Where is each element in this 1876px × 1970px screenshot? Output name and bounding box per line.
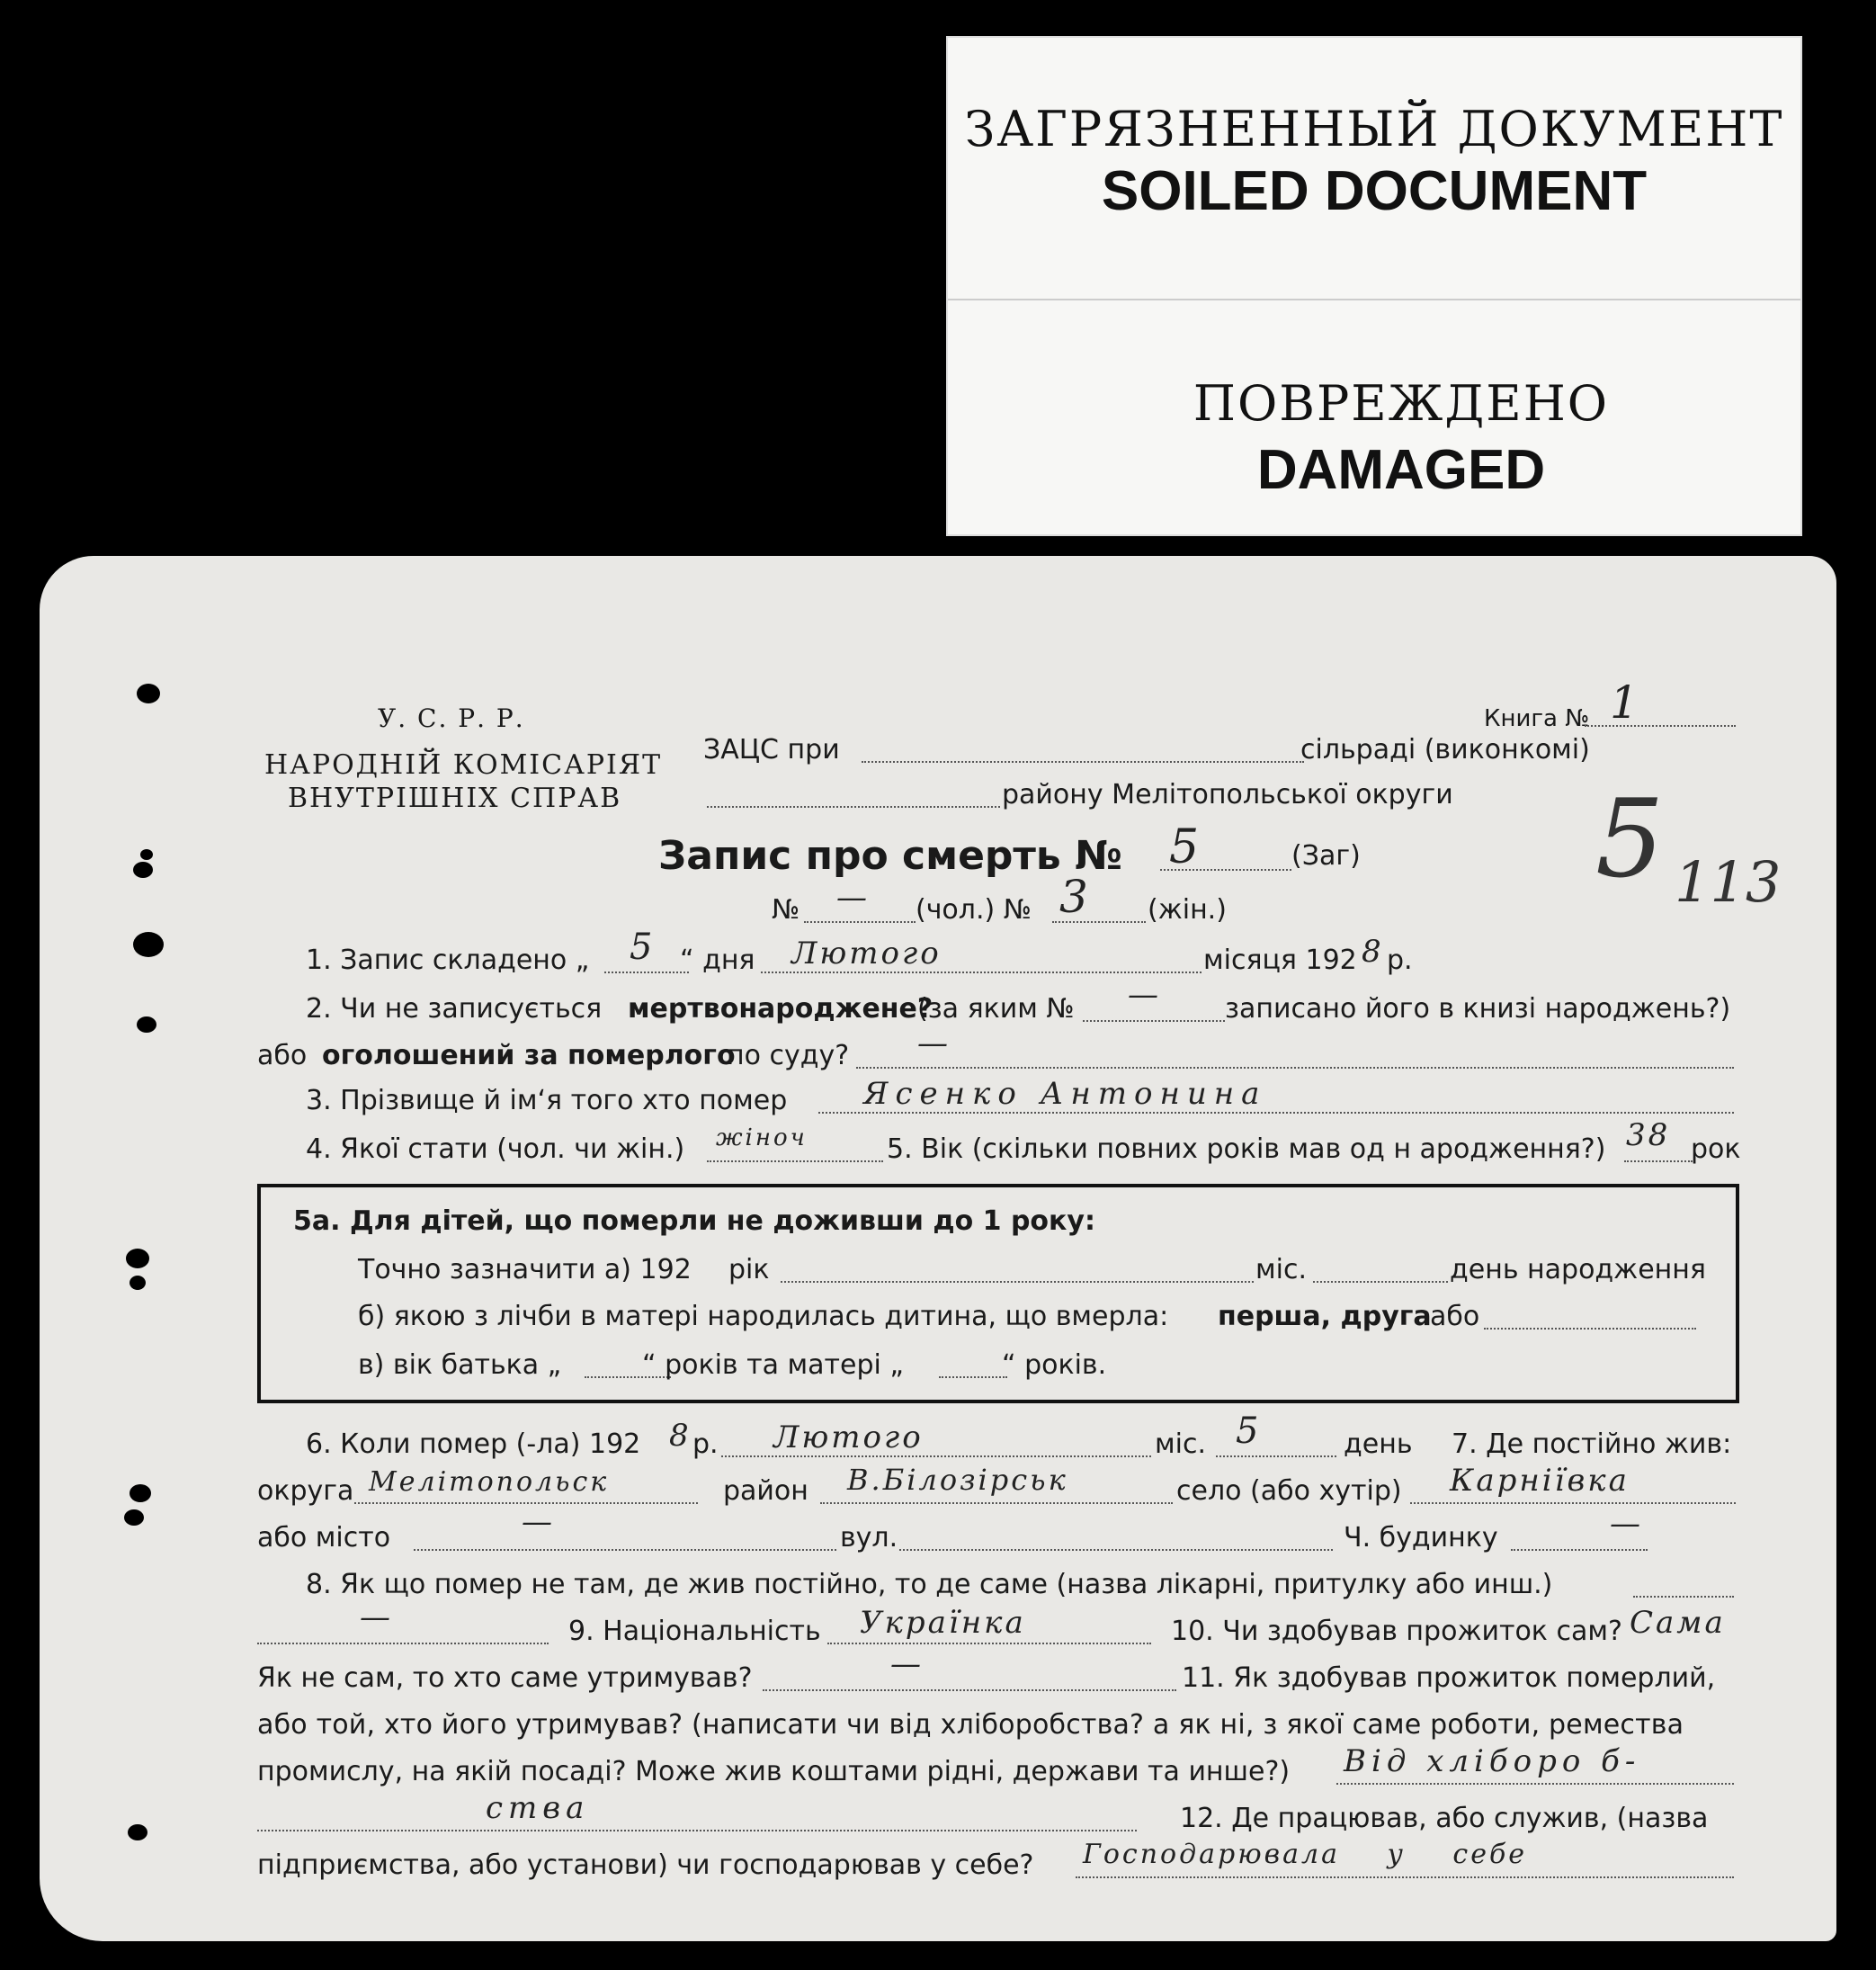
item-5-label-b: рок <box>1691 1133 1741 1165</box>
female-label: (жін.) <box>1148 894 1227 926</box>
item-1-day-line <box>604 972 689 973</box>
item-2-label-b: (за яким № <box>917 993 1075 1025</box>
item-7-vul-label: вул. <box>840 1522 898 1554</box>
item-7-okruga: Мелітопольск <box>369 1466 610 1498</box>
commissariat-heading-2: ВНУТРІШНІХ СПРАВ <box>288 783 622 814</box>
item-1-label-d: р. <box>1387 945 1413 976</box>
item-6-day-line <box>1216 1455 1336 1457</box>
item-1-label-c: місяця 192 <box>1203 945 1357 976</box>
item-6-year: 8 <box>669 1418 692 1454</box>
record-title: Запис про смерть № <box>658 833 1122 879</box>
male-number: — <box>836 880 870 916</box>
item-6-label: 6. Коли помер (-ла) 192 <box>306 1428 641 1460</box>
item-8-line <box>1633 1596 1734 1598</box>
item-1-month-line <box>761 972 1202 973</box>
general-suffix: (Заг) <box>1291 840 1361 872</box>
item-11-value-cont: ства <box>486 1790 590 1826</box>
archive-label-card <box>946 36 1802 536</box>
book-number: 1 <box>1610 676 1641 729</box>
item-3-line <box>818 1112 1734 1114</box>
item-6-month-label: міс. <box>1155 1428 1206 1460</box>
district-text: району Мелітопольської округи <box>1002 779 1453 810</box>
item-2-label-e: по суду? <box>727 1040 850 1071</box>
female-number: 3 <box>1059 871 1091 923</box>
item-6-day: 5 <box>1236 1410 1262 1452</box>
item-5a-title: 5а. Для дітей, що померли не доживши до 1 року: <box>293 1205 1095 1237</box>
item-5a-mother-line <box>939 1376 1007 1378</box>
male-line <box>804 921 916 923</box>
zags-suffix: сільраді (виконкомі) <box>1300 734 1590 766</box>
punch-hole <box>124 1509 144 1526</box>
item-7-label: 7. Де постійно жив: <box>1452 1428 1732 1460</box>
item-9-line <box>827 1643 1151 1644</box>
item-1-year: 8 <box>1362 934 1384 970</box>
item-11-label: 11. Як здобував прожиток померлий, <box>1182 1662 1716 1694</box>
item-2-court-value: — <box>917 1025 951 1061</box>
zags-prefix: ЗАЦС при <box>703 734 840 766</box>
item-5-line <box>1624 1160 1693 1162</box>
item-9-value: Українка <box>860 1605 1026 1641</box>
item-10-label-b: Як не сам, то хто саме утримував? <box>257 1662 753 1694</box>
item-5a-order: перша, друга <box>1218 1301 1432 1332</box>
damaged-label-ru: ПОВРЕЖДЕНО <box>1193 375 1610 432</box>
item-6-month: Лютого <box>773 1419 924 1455</box>
zags-line <box>862 761 1304 763</box>
item-11-label-b: або той, хто його утримував? (написати чи від хліборобства? а як ні, з якої саме роботи, ремества <box>257 1709 1684 1741</box>
punch-hole <box>140 849 153 860</box>
punch-hole <box>137 1016 156 1033</box>
punch-hole <box>133 862 153 878</box>
record-number: 5 <box>1169 820 1202 874</box>
item-5a-line1: Точно зазначити а) 192 <box>358 1254 692 1285</box>
item-5a-birth-label: день народження <box>1450 1254 1706 1285</box>
punch-hole <box>133 932 164 957</box>
punch-hole <box>137 684 160 703</box>
item-2-declared-dead: оголошений за померлого <box>322 1040 736 1071</box>
item-12-value: Господарювала у себе <box>1083 1839 1528 1870</box>
item-11-value: Від хліборо б- <box>1344 1743 1641 1779</box>
item-4-value: жіноч <box>716 1124 808 1151</box>
item-5a-month-line <box>1313 1281 1448 1283</box>
item-6-label-b: р. <box>692 1428 719 1460</box>
item-5a-line2: б) якою з лічби в матері народилась дитина, що вмерла: <box>358 1301 1169 1332</box>
item-3-label: 3. Прізвище й ім‘я того хто помер <box>306 1085 788 1116</box>
item-5a-year-line <box>781 1281 1254 1283</box>
item-12-label-b: підприємства, або установи) чи господарював у себе? <box>257 1849 1034 1881</box>
item-2-label-c: записано його в книзі народжень?) <box>1225 993 1731 1025</box>
item-2-stillborn: мертвонароджене? <box>628 993 934 1025</box>
item-11-label-c: промислу, на якій посаді? Може жив коштами рідні, держави та инше?) <box>257 1756 1291 1787</box>
item-2-line <box>1083 1020 1225 1022</box>
item-7-selo: Карніївка <box>1450 1463 1630 1499</box>
item-10-label: 10. Чи здобував прожиток сам? <box>1171 1616 1622 1647</box>
punch-hole <box>130 1276 146 1290</box>
item-10-value-2: — <box>890 1646 924 1682</box>
item-1-label: 1. Запис складено „ <box>306 945 590 976</box>
item-11-line <box>1336 1783 1734 1785</box>
item-7-rayon: В.Білозірськ <box>847 1463 1068 1497</box>
male-no-sign: № <box>772 894 800 926</box>
item-6-day-label: день <box>1344 1428 1413 1460</box>
book-label: Книга № <box>1484 705 1590 732</box>
item-3-name: Ясенко Антонина <box>863 1076 1267 1112</box>
ussr-heading: У. С. Р. Р. <box>378 703 525 733</box>
district-line <box>707 806 1000 808</box>
margin-number: 5 <box>1595 777 1665 902</box>
item-2-label: 2. Чи не записується <box>306 993 603 1025</box>
item-7-vul-line <box>899 1549 1333 1551</box>
item-10-line <box>763 1689 1176 1691</box>
item-7-rayon-line <box>820 1502 1173 1504</box>
item-6-month-line <box>721 1455 1151 1457</box>
item-7-misto: — <box>522 1504 555 1540</box>
label-divider <box>948 299 1800 300</box>
item-2-court-line <box>856 1067 1734 1069</box>
item-11-line-2 <box>257 1830 1137 1831</box>
item-4-line <box>707 1160 883 1162</box>
book-number-line <box>1585 725 1736 727</box>
item-12-label: 12. Де працював, або служив, (назва <box>1180 1803 1709 1834</box>
item-7-selo-label: село (або хутір) <box>1176 1475 1402 1507</box>
item-10-value: Сама <box>1630 1605 1726 1641</box>
item-1-day: 5 <box>630 927 656 968</box>
item-5a-line2-b: або <box>1430 1301 1480 1332</box>
item-7-selo-line <box>1410 1502 1736 1504</box>
punch-hole <box>128 1824 147 1840</box>
item-7-rayon-label: район <box>723 1475 808 1507</box>
item-1-month: Лютого <box>791 936 942 972</box>
soiled-label-ru: ЗАГРЯЗНЕННЫЙ ДОКУМЕНТ <box>964 101 1784 157</box>
item-5-value: 38 <box>1626 1117 1671 1153</box>
margin-subnumber: 113 <box>1675 849 1782 915</box>
item-7-bud-line <box>1511 1549 1648 1551</box>
item-2-label-d: або <box>257 1040 308 1071</box>
item-5a-line3: в) вік батька „ <box>358 1349 562 1381</box>
punch-hole <box>126 1249 149 1268</box>
item-8-line-2 <box>257 1643 549 1644</box>
item-8-label: 8. Як що помер не там, де жив постійно, то де саме (назва лікарні, притулку або инш.) <box>306 1569 1553 1600</box>
male-label: (чол.) № <box>916 894 1032 926</box>
item-5a-month-label: міс. <box>1255 1254 1307 1285</box>
item-5a-line3-b: “ років та матері „ <box>642 1349 904 1381</box>
item-5a-order-line <box>1484 1328 1696 1330</box>
item-8-value: — <box>360 1599 393 1635</box>
item-9-label: 9. Національність <box>568 1616 821 1647</box>
punch-hole <box>130 1484 151 1502</box>
item-7-misto-line <box>414 1549 836 1551</box>
item-5-label: 5. Вік (скільки повних років мав од н ародження?) <box>887 1133 1606 1165</box>
item-12-line <box>1076 1876 1734 1878</box>
item-2-value: — <box>1128 977 1161 1013</box>
item-7-okruga-label: округа <box>257 1475 354 1507</box>
item-4-label: 4. Якої стати (чол. чи жін.) <box>306 1133 685 1165</box>
soiled-label-en: SOILED DOCUMENT <box>1101 160 1648 222</box>
commissariat-heading: НАРОДНІЙ КОМІСАРІЯТ <box>264 749 663 781</box>
record-number-line <box>1160 869 1291 871</box>
item-5a-year-label: рік <box>728 1254 770 1285</box>
item-7-bud-label: Ч. будинку <box>1344 1522 1498 1554</box>
item-1-label-b: “ дня <box>680 945 755 976</box>
item-7-misto-label: або місто <box>257 1522 391 1554</box>
damaged-label-en: DAMAGED <box>1256 439 1546 501</box>
item-5a-line3-c: “ років. <box>1002 1349 1107 1381</box>
item-7-bud: — <box>1610 1506 1643 1542</box>
